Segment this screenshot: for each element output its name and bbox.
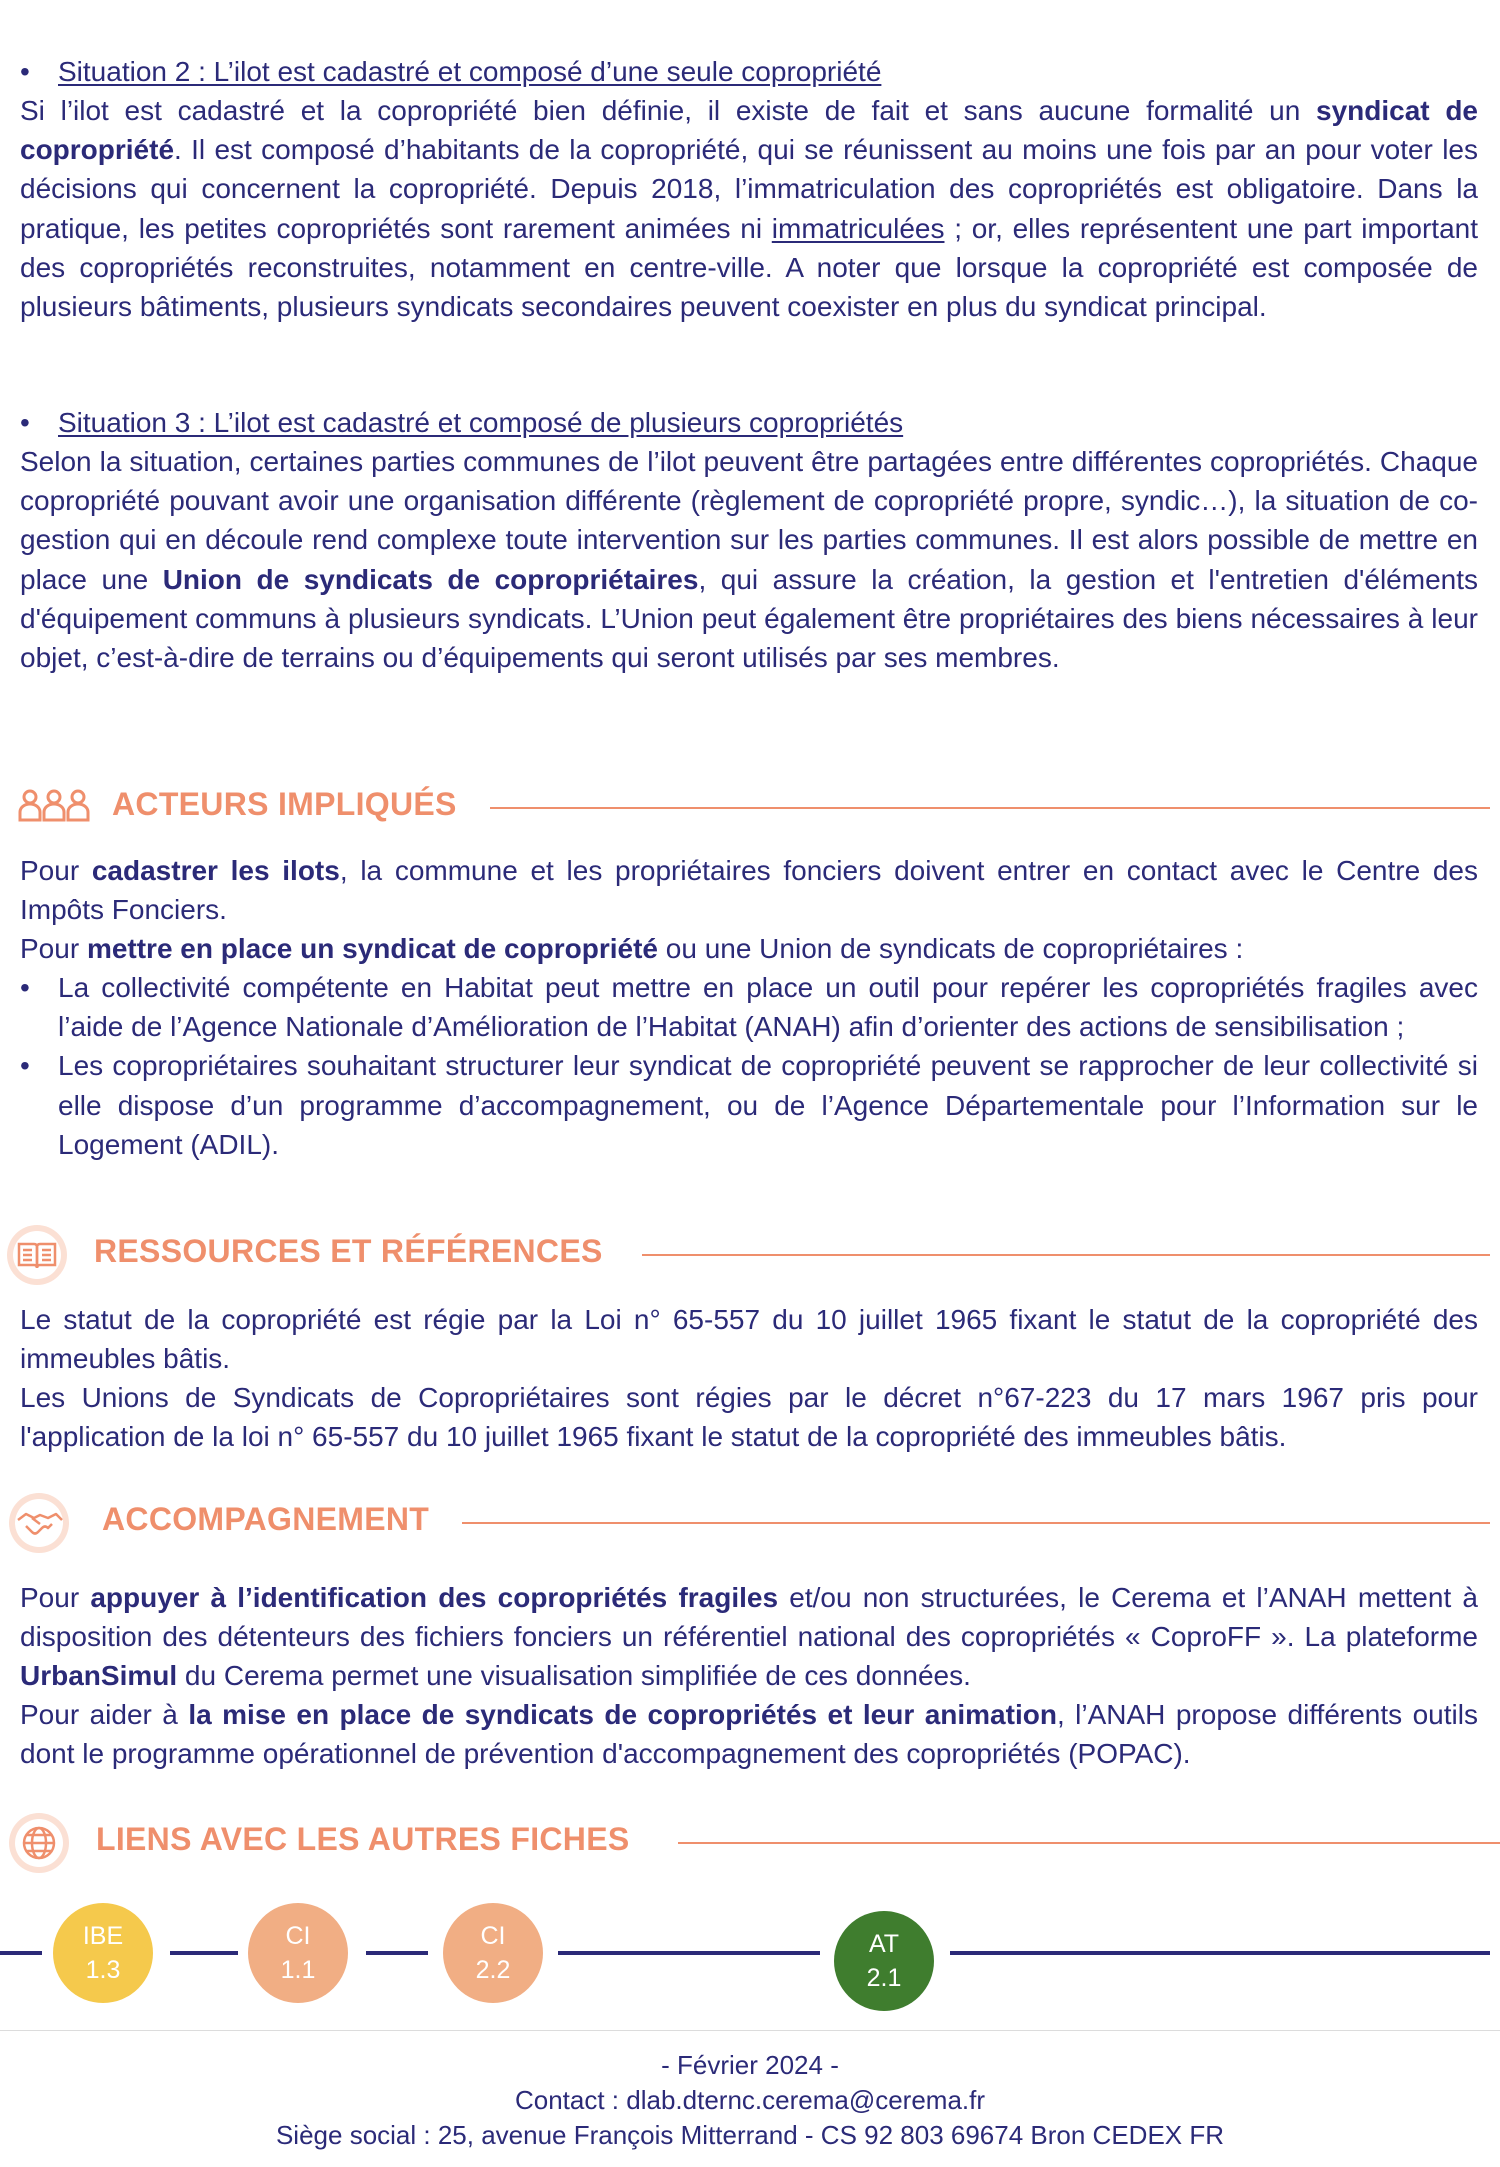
situation-3-heading: • Situation 3 : L’ilot est cadastré et composé de plusieurs copropriétés: [20, 407, 904, 438]
situation-2-heading: • Situation 2 : L’ilot est cadastré et composé d’une seule copropriété: [20, 56, 882, 87]
acteurs-bullet-list: [20, 968, 1478, 1164]
acteurs-paragraph-2: Pour mettre en place un syndicat de copropriété ou une Union de syndicats de copropriétaires :: [20, 933, 1244, 964]
fiche-link-ibe-1-3[interactable]: IBE 1.3: [53, 1903, 153, 2003]
section-divider: [678, 1842, 1500, 1844]
list-item: • Les copropriétaires souhaitant structurer leur syndicat de copropriété peuvent se rapprocher de leur collectivité si elle dispose d’un programme d’accompagnement, ou de l’Agence Départementale pour l’Information sur le Logement (ADIL).: [20, 1046, 1478, 1164]
accompagnement-paragraph-2: Pour aider à la mise en place de syndicats de copropriétés et leur animation, l’ANAH propose différents outils dont le programme opérationnel de prévention d'accompagnement des copropriétés (POPAC).: [20, 1699, 1478, 1770]
liens-title: LIENS AVEC LES AUTRES FICHES: [96, 1821, 630, 1857]
liens-section-header: [0, 1810, 1500, 1870]
accompagnement-section-header: [0, 1490, 1500, 1550]
ressources-paragraph-1: Le statut de la copropriété est régie par la Loi n° 65-557 du 10 juillet 1965 fixant le statut de la copropriété des immeubles bâtis.: [20, 1304, 1478, 1375]
links-connector: [0, 1951, 42, 1955]
section-divider: [462, 1522, 1490, 1524]
section-divider: [490, 807, 1490, 809]
list-item: • La collectivité compétente en Habitat peut mettre en place un outil pour repérer les copropriétés fragiles avec l’aide de l’Agence Nationale d’Amélioration de l’Habitat (ANAH) afin d’orienter des actions de sensibilisation ;: [20, 968, 1478, 1046]
acteurs-title: ACTEURS IMPLIQUÉS: [112, 786, 457, 822]
accompagnement-paragraph-1: Pour appuyer à l’identification des copropriétés fragiles et/ou non structurées, le Cerema et l’ANAH mettent à disposition des détenteurs des fichiers fonciers un référentiel national des copropriétés « CoproFF ». La plateforme UrbanSimul du Cerema permet une visualisation simplifiée de ces données.: [20, 1582, 1478, 1692]
ressources-paragraph-2: Les Unions de Syndicats de Copropriétaires sont régies par le décret n°67-223 du 17 mars 1967 pris pour l'application de la loi n° 65-557 du 10 juillet 1965 fixant le statut de la copropriété des immeubles bâtis.: [20, 1382, 1478, 1453]
links-connector: [558, 1951, 820, 1955]
accompagnement-title: ACCOMPAGNEMENT: [102, 1501, 430, 1537]
situation-3-paragraph: Selon la situation, certaines parties communes de l’ilot peuvent être partagées entre différentes copropriétés. Chaque copropriété pouvant avoir une organisation différente (règlement de copropriété propre, syndic…), la situation de co-gestion qui en découle rend complexe toute intervention sur les parties communes. Il est alors possible de mettre en place une Union de syndicats de copropriétaires, qui assure la création, la gestion et l'entretien d'éléments d'équipement communs à plusieurs syndicats. L’Union peut également être propriétaires des biens nécessaires à leur objet, c’est-à-dire de terrains ou d’équipements qui seront utilisés par ses membres.: [20, 446, 1478, 674]
footer-contact: Contact : dlab.dternc.cerema@cerema.fr: [514, 2085, 986, 2115]
footer-date: - Février 2024 -: [661, 2050, 839, 2080]
links-connector: [950, 1951, 1490, 1955]
ressources-title: RESSOURCES ET RÉFÉRENCES: [94, 1233, 603, 1269]
book-icon: [4, 1222, 70, 1288]
footer-divider: [0, 2030, 1500, 2031]
people-group-icon: [18, 788, 90, 824]
links-connector: [170, 1951, 238, 1955]
links-connector: [366, 1951, 428, 1955]
fiche-link-ci-1-1[interactable]: CI 1.1: [248, 1903, 348, 2003]
acteurs-paragraph-1: Pour cadastrer les ilots, la commune et les propriétaires fonciers doivent entrer en contact avec le Centre des Impôts Fonciers.: [20, 855, 1478, 926]
footer-siege: Siège social : 25, avenue François Mitterrand - CS 92 803 69674 Bron CEDEX FR: [275, 2120, 1225, 2150]
ressources-section-header: [0, 1222, 1500, 1282]
globe-icon: [6, 1810, 72, 1876]
fiche-link-at-2-1[interactable]: AT 2.1: [834, 1911, 934, 2011]
section-divider: [642, 1254, 1490, 1256]
fiche-link-ci-2-2[interactable]: CI 2.2: [443, 1903, 543, 2003]
acteurs-section-header: [0, 776, 1500, 836]
handshake-icon: [6, 1490, 72, 1556]
situation-2-paragraph: Si l’ilot est cadastré et la copropriété bien définie, il existe de fait et sans aucune formalité un syndicat de copropriété. Il est composé d’habitants de la copropriété, qui se réunissent au moins une fois par an pour voter les décisions qui concernent la copropriété. Depuis 2018, l’immatriculation des copropriétés est obligatoire. Dans la pratique, les petites copropriétés sont rarement animées ni immatriculées ; or, elles représentent une part important des copropriétés reconstruites, notamment en centre-ville. A noter que lorsque la copropriété est composée de plusieurs bâtiments, plusieurs syndicats secondaires peuvent coexister en plus du syndicat principal.: [20, 95, 1478, 323]
